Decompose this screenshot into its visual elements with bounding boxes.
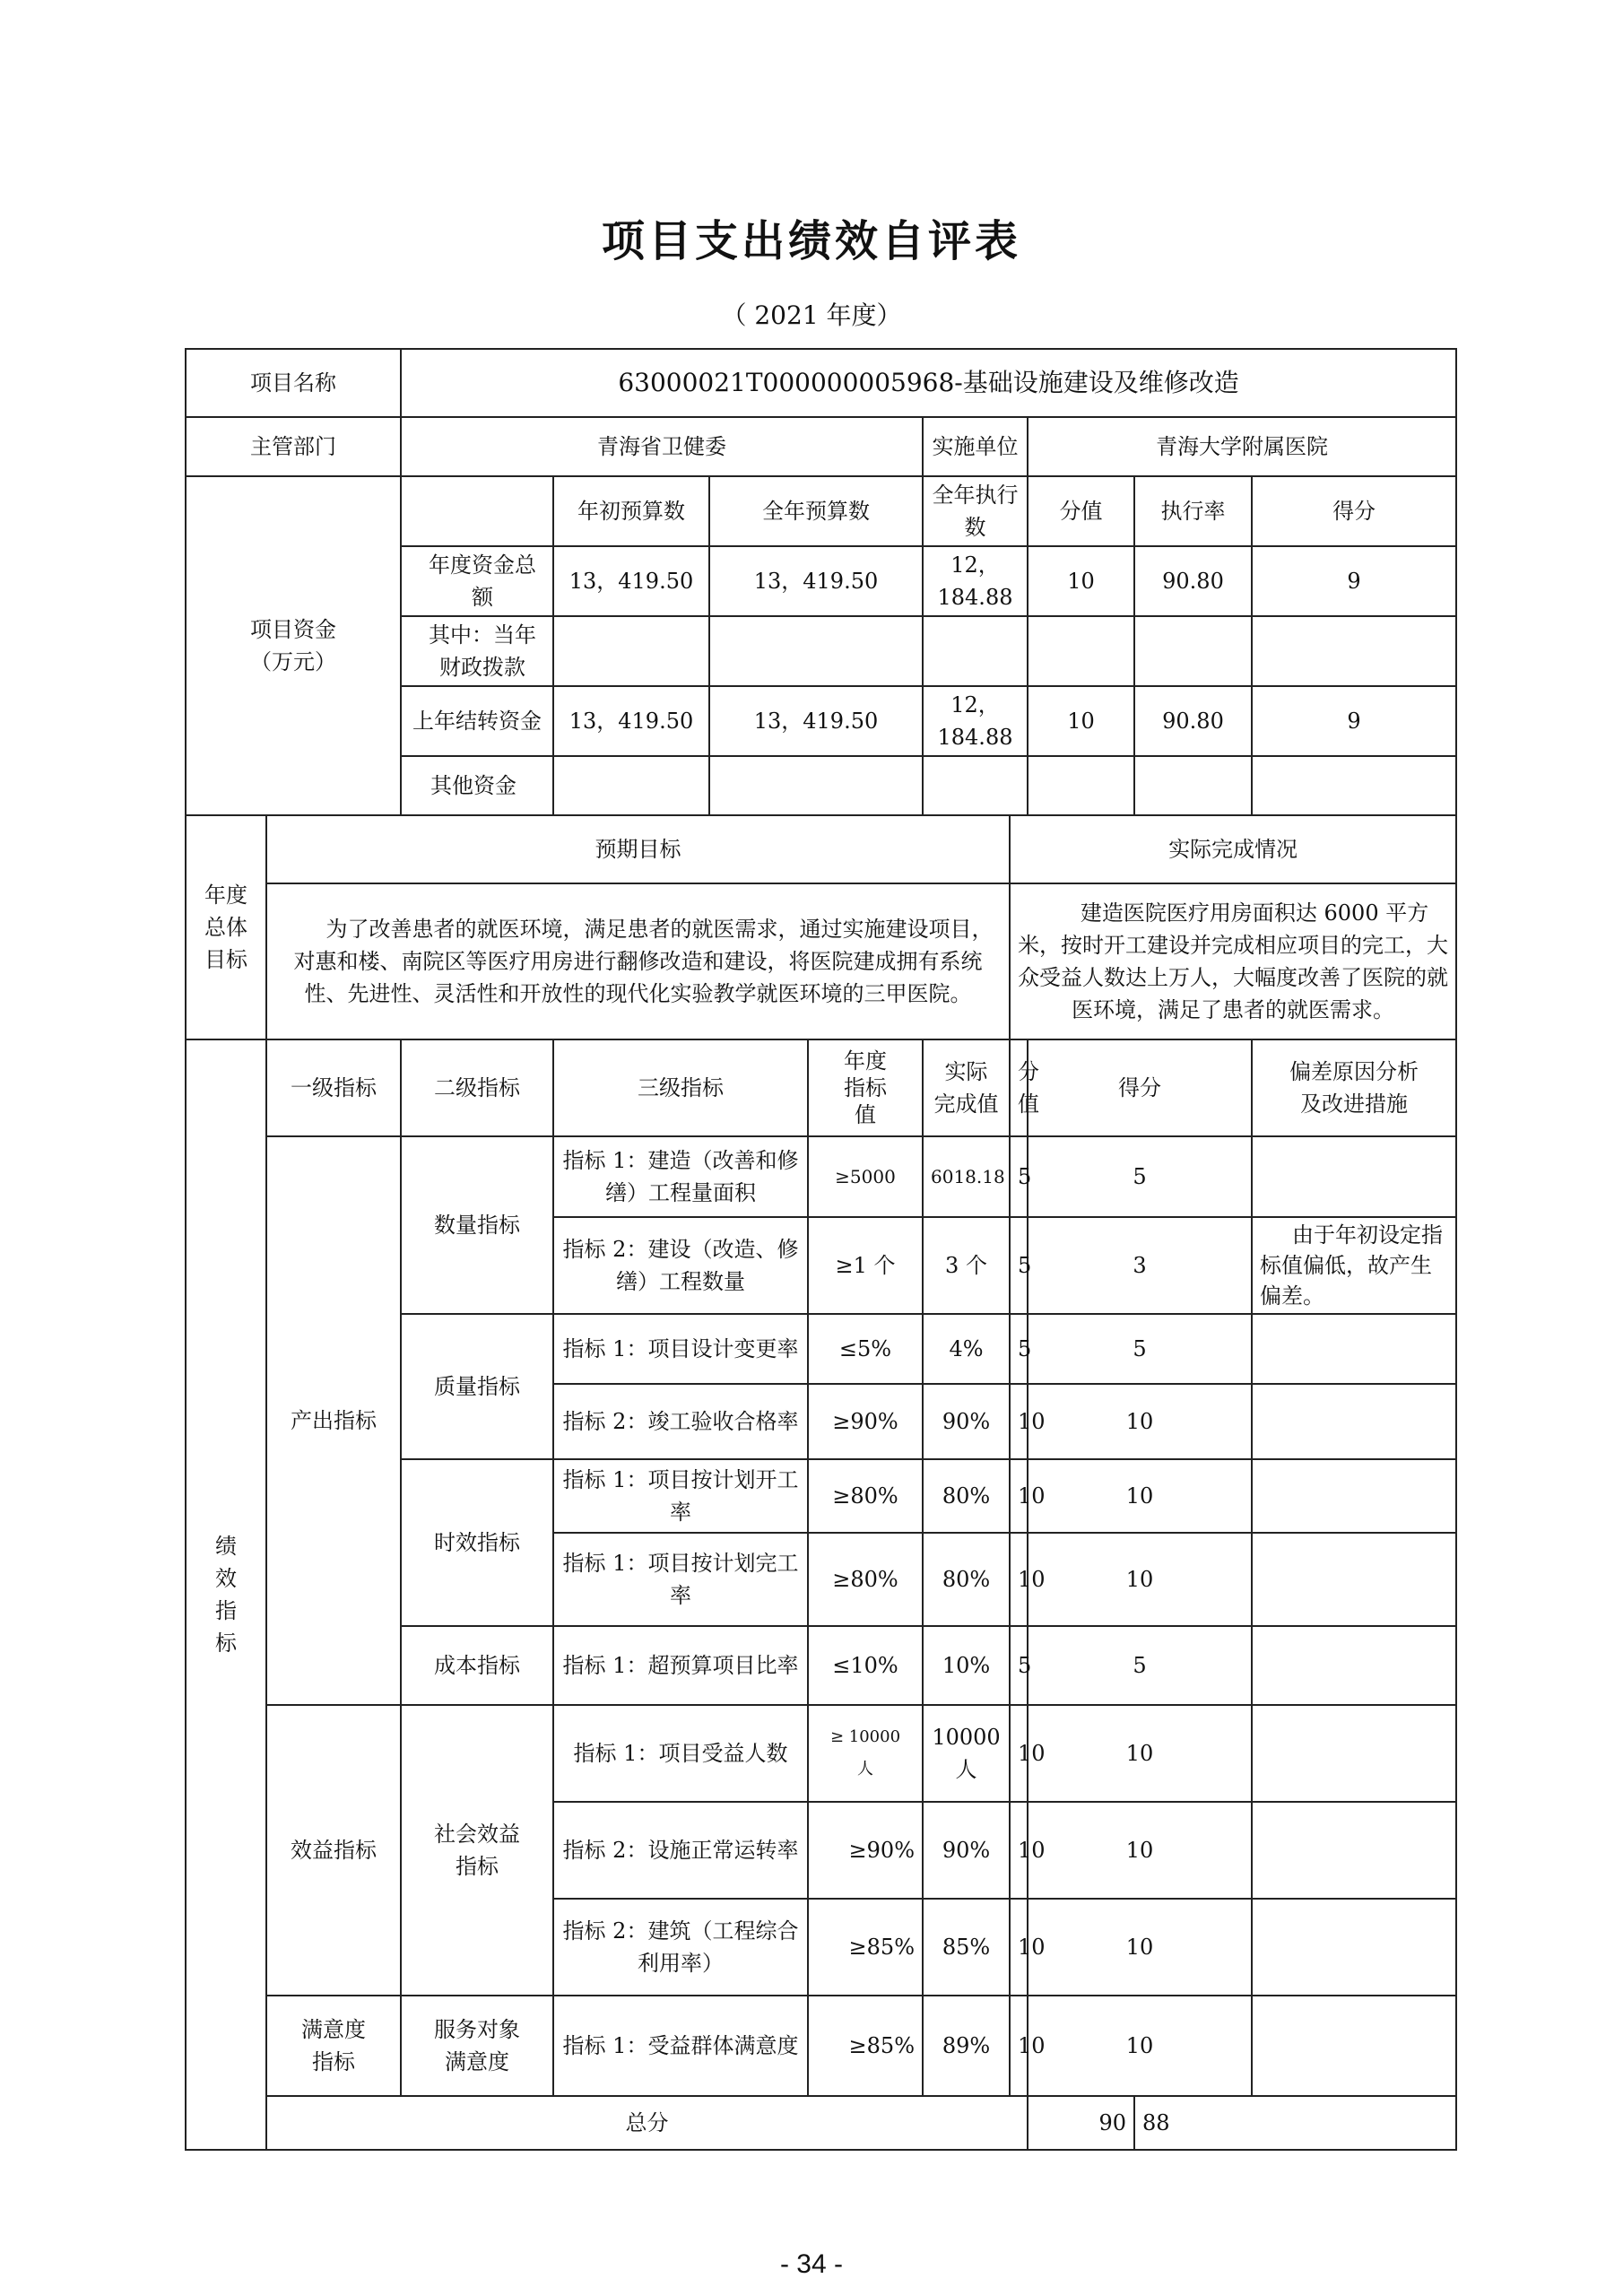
indicator-target: ≥80% bbox=[808, 1459, 923, 1533]
fund-cell bbox=[1028, 616, 1134, 686]
indicator-name: 指标 1：项目设计变更率 bbox=[553, 1314, 808, 1384]
fund-cell bbox=[1252, 756, 1456, 815]
fund-cell: 9 bbox=[1252, 686, 1456, 756]
indicator-note bbox=[1252, 1802, 1456, 1899]
indicator-target: ≥85% bbox=[808, 1996, 923, 2096]
fund-cell: 10 bbox=[1028, 686, 1134, 756]
fund-header: 执行率 bbox=[1134, 476, 1252, 546]
indicator-name: 指标 1：建造（改善和修缮）工程量面积 bbox=[553, 1136, 808, 1217]
goal-label: 年度 总体 目标 bbox=[186, 815, 266, 1039]
fund-cell: 90.80 bbox=[1134, 546, 1252, 616]
indicator-actual: 4% bbox=[923, 1314, 1010, 1384]
indicator-weight: 10 bbox=[1010, 1459, 1028, 1533]
indicator-name: 指标 1：项目受益人数 bbox=[553, 1705, 808, 1802]
fund-cell bbox=[923, 616, 1028, 686]
fund-cell: 12，184.88 bbox=[923, 546, 1028, 616]
indicator-score: 10 bbox=[1028, 1899, 1252, 1996]
fund-cell: 90.80 bbox=[1134, 686, 1252, 756]
indicator-score: 10 bbox=[1028, 1996, 1252, 2096]
indicator-actual: 85% bbox=[923, 1899, 1010, 1996]
indicator-note: 由于年初设定指标值偏低，故产生偏差。 bbox=[1252, 1217, 1456, 1314]
total-score: 88 bbox=[1134, 2096, 1456, 2150]
impl-unit-label: 实施单位 bbox=[923, 417, 1028, 476]
indicator-header-row bbox=[186, 1039, 1456, 1136]
level1-output: 产出指标 bbox=[266, 1136, 401, 1705]
table-row bbox=[186, 1136, 1456, 1217]
indicator-header: 年度 指标 值 bbox=[808, 1039, 923, 1136]
fund-cell: 13，419.50 bbox=[553, 546, 709, 616]
perf-label: 绩 效 指 标 bbox=[186, 1039, 266, 2150]
fund-header: 全年执行数 bbox=[923, 476, 1028, 546]
indicator-actual: 89% bbox=[923, 1996, 1010, 2096]
fund-row-label: 其中：当年财政拨款 bbox=[401, 616, 553, 686]
indicator-note bbox=[1252, 1136, 1456, 1217]
table-row bbox=[186, 1996, 1456, 2096]
goal-header-row bbox=[186, 815, 1456, 883]
expected-goal-text: 为了改善患者的就医环境，满足患者的就医需求，通过实施建设项目，对惠和楼、南院区等医疗用房进行翻修改造和建设，将医院建成拥有系统性、先进性、灵活性和开放性的现代化实验教学就医环境的三甲医院。 bbox=[266, 883, 1010, 1039]
indicator-weight: 10 bbox=[1010, 1533, 1028, 1626]
indicator-header: 三级指标 bbox=[553, 1039, 808, 1136]
dept-value: 青海省卫健委 bbox=[401, 417, 923, 476]
indicator-target: ≥85% bbox=[808, 1899, 923, 1996]
project-name-label: 项目名称 bbox=[186, 349, 401, 417]
indicator-name: 指标 1：超预算项目比率 bbox=[553, 1626, 808, 1705]
fund-cell: 12，184.88 bbox=[923, 686, 1028, 756]
dept-row bbox=[186, 417, 1456, 476]
level2-timeliness: 时效指标 bbox=[401, 1459, 553, 1626]
indicator-actual: 6018.18 bbox=[923, 1136, 1010, 1217]
table-row bbox=[186, 1705, 1456, 1802]
fund-row-label: 其他资金 bbox=[401, 756, 553, 815]
fund-cell: 13，419.50 bbox=[709, 686, 923, 756]
level2-social: 社会效益 指标 bbox=[401, 1705, 553, 1996]
indicator-weight: 10 bbox=[1010, 1996, 1028, 2096]
indicator-actual: 90% bbox=[923, 1802, 1010, 1899]
year-subtitle: （ 2021 年度） bbox=[721, 300, 902, 330]
indicator-score: 3 bbox=[1028, 1217, 1252, 1314]
fund-cell bbox=[553, 616, 709, 686]
fund-header: 年初预算数 bbox=[553, 476, 709, 546]
indicator-target: ≤10% bbox=[808, 1626, 923, 1705]
indicator-name: 指标 1：项目按计划开工率 bbox=[553, 1459, 808, 1533]
self-evaluation-table bbox=[185, 348, 1457, 2151]
indicator-score: 5 bbox=[1028, 1626, 1252, 1705]
level1-benefit: 效益指标 bbox=[266, 1705, 401, 1996]
fund-header: 得分 bbox=[1252, 476, 1456, 546]
page-number: - 34 - bbox=[779, 2249, 844, 2279]
fund-cell bbox=[923, 756, 1028, 815]
fund-row-label: 年度资金总额 bbox=[401, 546, 553, 616]
total-label: 总分 bbox=[266, 2096, 1028, 2150]
fund-cell bbox=[709, 616, 923, 686]
indicator-header: 得分 bbox=[1028, 1039, 1252, 1136]
indicator-score: 10 bbox=[1028, 1533, 1252, 1626]
level1-satisfaction: 满意度 指标 bbox=[266, 1996, 401, 2096]
project-name-row bbox=[186, 349, 1456, 417]
indicator-note bbox=[1252, 1705, 1456, 1802]
indicator-note bbox=[1252, 1459, 1456, 1533]
indicator-target: ≥ 10000 人 bbox=[808, 1705, 923, 1802]
indicator-name: 指标 2：建筑（工程综合利用率） bbox=[553, 1899, 808, 1996]
fund-cell bbox=[1252, 616, 1456, 686]
project-name-value: 63000021T000000005968-基础设施建设及维修改造 bbox=[401, 349, 1456, 417]
indicator-actual: 3 个 bbox=[923, 1217, 1010, 1314]
indicator-note bbox=[1252, 1384, 1456, 1459]
total-weight: 90 bbox=[1028, 2096, 1134, 2150]
indicator-header: 偏差原因分析 及改进措施 bbox=[1252, 1039, 1456, 1136]
fund-cell bbox=[1134, 616, 1252, 686]
indicator-weight: 5 bbox=[1010, 1314, 1028, 1384]
indicator-actual: 80% bbox=[923, 1533, 1010, 1626]
indicator-note bbox=[1252, 1626, 1456, 1705]
fund-header-row bbox=[186, 476, 1456, 546]
expected-goal-header: 预期目标 bbox=[266, 815, 1010, 883]
level2-cost: 成本指标 bbox=[401, 1626, 553, 1705]
indicator-name: 指标 2：竣工验收合格率 bbox=[553, 1384, 808, 1459]
fund-cell: 13，419.50 bbox=[553, 686, 709, 756]
indicator-header: 分 值 bbox=[1010, 1039, 1028, 1136]
indicator-weight: 5 bbox=[1010, 1217, 1028, 1314]
indicator-score: 10 bbox=[1028, 1802, 1252, 1899]
indicator-note bbox=[1252, 1314, 1456, 1384]
indicator-name: 指标 1：项目按计划完工率 bbox=[553, 1533, 808, 1626]
indicator-actual: 10000 人 bbox=[923, 1705, 1010, 1802]
indicator-name: 指标 2：建设（改造、修缮）工程数量 bbox=[553, 1217, 808, 1314]
indicator-actual: 80% bbox=[923, 1459, 1010, 1533]
indicator-actual: 10% bbox=[923, 1626, 1010, 1705]
impl-unit-value: 青海大学附属医院 bbox=[1028, 417, 1456, 476]
page-title: 项目支出绩效自评表 bbox=[601, 216, 1021, 266]
indicator-target: ≥80% bbox=[808, 1533, 923, 1626]
indicator-weight: 5 bbox=[1010, 1626, 1028, 1705]
fund-cell: 10 bbox=[1028, 546, 1134, 616]
indicator-name: 指标 1：受益群体满意度 bbox=[553, 1996, 808, 2096]
indicator-score: 10 bbox=[1028, 1459, 1252, 1533]
indicator-target: ≤5% bbox=[808, 1314, 923, 1384]
indicator-note bbox=[1252, 1996, 1456, 2096]
fund-header-blank bbox=[401, 476, 553, 546]
fund-cell bbox=[709, 756, 923, 815]
indicator-header: 二级指标 bbox=[401, 1039, 553, 1136]
fund-row-label: 上年结转资金 bbox=[401, 686, 553, 756]
indicator-target: ≥90% bbox=[808, 1802, 923, 1899]
dept-label: 主管部门 bbox=[186, 417, 401, 476]
actual-result-header: 实际完成情况 bbox=[1010, 815, 1456, 883]
fund-cell bbox=[1028, 756, 1134, 815]
indicator-weight: 10 bbox=[1010, 1899, 1028, 1996]
level2-quality: 质量指标 bbox=[401, 1314, 553, 1459]
indicator-weight: 10 bbox=[1010, 1384, 1028, 1459]
fund-header: 全年预算数 bbox=[709, 476, 923, 546]
fund-cell: 9 bbox=[1252, 546, 1456, 616]
indicator-name: 指标 2：设施正常运转率 bbox=[553, 1802, 808, 1899]
total-row bbox=[186, 2096, 1456, 2150]
level2-quantity: 数量指标 bbox=[401, 1136, 553, 1314]
indicator-score: 5 bbox=[1028, 1314, 1252, 1384]
funds-label: 项目资金 （万元） bbox=[186, 476, 401, 815]
fund-header: 分值 bbox=[1028, 476, 1134, 546]
goal-content-row bbox=[186, 883, 1456, 1039]
indicator-weight: 5 bbox=[1010, 1136, 1028, 1217]
indicator-actual: 90% bbox=[923, 1384, 1010, 1459]
indicator-note bbox=[1252, 1899, 1456, 1996]
fund-cell: 13，419.50 bbox=[709, 546, 923, 616]
indicator-note bbox=[1252, 1533, 1456, 1626]
indicator-score: 10 bbox=[1028, 1384, 1252, 1459]
fund-cell bbox=[553, 756, 709, 815]
indicator-weight: 10 bbox=[1010, 1705, 1028, 1802]
fund-cell bbox=[1134, 756, 1252, 815]
indicator-weight: 10 bbox=[1010, 1802, 1028, 1899]
actual-result-text: 建造医院医疗用房面积达 6000 平方米，按时开工建设并完成相应项目的完工，大众受益人数达上万人，大幅度改善了医院的就医环境，满足了患者的就医需求。 bbox=[1010, 883, 1456, 1039]
indicator-header: 实际 完成值 bbox=[923, 1039, 1010, 1136]
indicator-header: 一级指标 bbox=[266, 1039, 401, 1136]
indicator-score: 5 bbox=[1028, 1136, 1252, 1217]
indicator-target: ≥1 个 bbox=[808, 1217, 923, 1314]
level2-service: 服务对象 满意度 bbox=[401, 1996, 553, 2096]
indicator-score: 10 bbox=[1028, 1705, 1252, 1802]
indicator-target: ≥90% bbox=[808, 1384, 923, 1459]
indicator-target: ≥5000 bbox=[808, 1136, 923, 1217]
